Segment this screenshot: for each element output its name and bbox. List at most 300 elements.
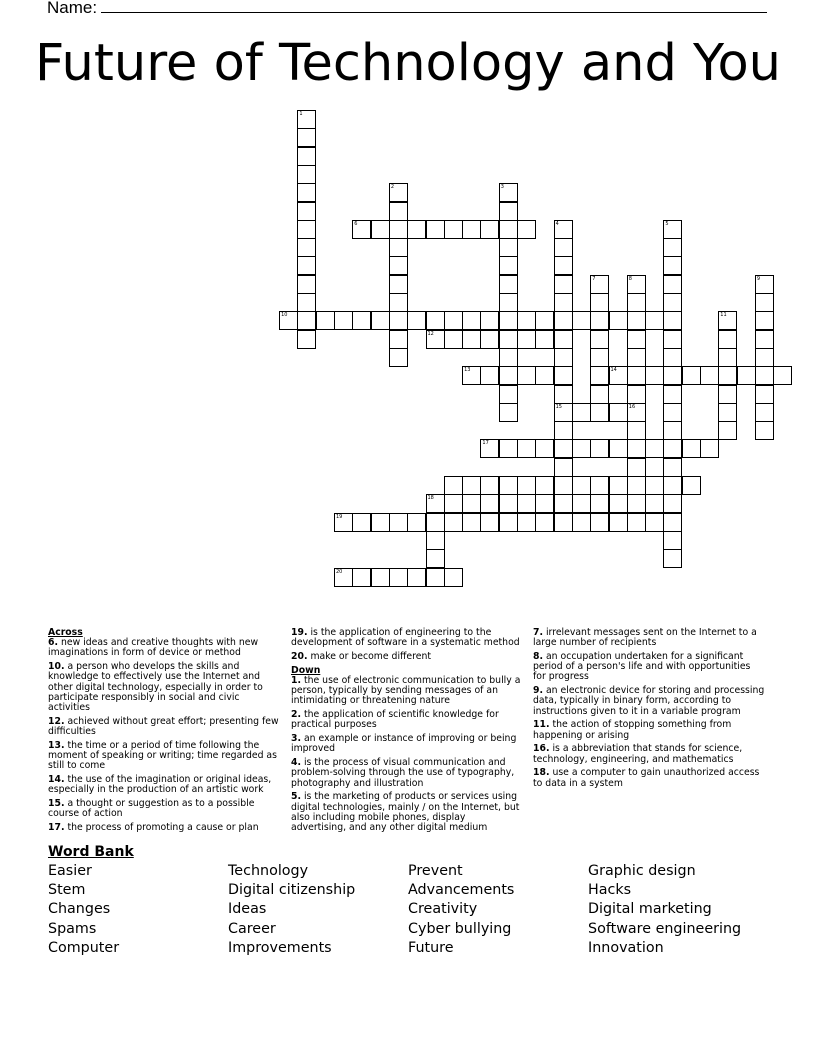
crossword-cell[interactable] (535, 513, 554, 532)
crossword-cell[interactable] (627, 458, 646, 477)
clue-item (48, 662, 280, 713)
crossword-cell[interactable] (755, 421, 774, 440)
crossword-cell[interactable] (554, 311, 573, 330)
clue-item-number: 2. (291, 709, 302, 721)
crossword-cell[interactable] (663, 513, 682, 532)
crossword-cell[interactable] (371, 220, 390, 239)
crossword-cell[interactable] (718, 348, 737, 367)
crossword-cell[interactable] (444, 513, 463, 532)
crossword-cell[interactable] (444, 494, 463, 513)
crossword-cell[interactable] (297, 147, 316, 166)
crossword-cell[interactable] (590, 476, 609, 495)
clue-item-number: 6. (48, 637, 59, 649)
crossword-cell[interactable] (718, 421, 737, 440)
crossword-cell[interactable] (535, 476, 554, 495)
crossword-cell[interactable] (352, 311, 371, 330)
crossword-cell[interactable] (297, 202, 316, 221)
crossword-cell[interactable] (517, 366, 536, 385)
crossword-cell[interactable] (462, 494, 481, 513)
crossword-cell[interactable] (499, 311, 518, 330)
crossword-cell[interactable] (426, 568, 445, 587)
word-bank-column-4 (588, 862, 741, 958)
word-bank-word: Digital citizenship (228, 882, 356, 899)
crossword-cell[interactable] (480, 330, 499, 349)
clue-item-number: 8. (533, 651, 544, 662)
crossword-cell[interactable] (627, 366, 646, 385)
clue-item (291, 758, 523, 789)
crossword-cell[interactable] (297, 183, 316, 202)
word-bank-title: Word Bank (48, 844, 134, 860)
crossword-cell[interactable] (371, 513, 390, 532)
crossword-cell[interactable] (499, 494, 518, 513)
clue-item-text: the use of electronic communication to bully a person, typically by sending messages of an intimidating or threatening nature (291, 675, 521, 707)
crossword-cell[interactable] (499, 385, 518, 404)
crossword-cell[interactable] (590, 366, 609, 385)
clue-item (291, 792, 523, 833)
crossword-cell[interactable] (554, 494, 573, 513)
clue-item (48, 717, 280, 737)
word-bank-word: Easier (48, 863, 92, 879)
clue-item-number: 13. (48, 739, 65, 751)
clue-number-4: 4 (555, 220, 559, 227)
crossword-cell[interactable] (554, 330, 573, 349)
crossword-cell[interactable] (627, 421, 646, 440)
down-clue-list-continued (533, 628, 765, 789)
crossword-cell[interactable] (499, 275, 518, 294)
crossword-cell[interactable] (663, 403, 682, 422)
crossword-cell[interactable] (609, 439, 628, 458)
crossword-cell[interactable] (590, 311, 609, 330)
word-bank-word: Changes (48, 901, 111, 918)
crossword-cell[interactable] (426, 220, 445, 239)
clue-item-text: a thought or suggestion as to a possible course of action (48, 798, 255, 820)
crossword-cell[interactable] (645, 366, 664, 385)
word-bank-word: Ideas (228, 901, 267, 918)
crossword-cell[interactable] (663, 531, 682, 550)
clue-item (291, 676, 523, 707)
crossword-cell[interactable] (444, 568, 463, 587)
clue-item (533, 720, 765, 740)
word-bank-word: Digital marketing (588, 901, 712, 918)
word-bank-word: Software engineering (588, 920, 742, 937)
crossword-cell[interactable] (426, 311, 445, 330)
clue-number-18: 18 (427, 495, 434, 502)
crossword-cell[interactable] (755, 385, 774, 404)
across-clue-list (48, 638, 280, 833)
crossword-cell[interactable] (517, 439, 536, 458)
crossword-cell[interactable] (462, 330, 481, 349)
crossword-cell[interactable] (444, 311, 463, 330)
crossword-cell[interactable] (609, 311, 628, 330)
crossword-cell[interactable] (480, 494, 499, 513)
crossword-cell[interactable] (554, 421, 573, 440)
clue-item-number: 10. (48, 661, 65, 673)
crossword-cell[interactable] (663, 256, 682, 275)
clue-item-number: 5. (291, 791, 302, 803)
clue-item-text: is the process of visual communication and problem-solving through the use of typography, photography and illustration (291, 757, 515, 789)
word-bank-word: Career (228, 920, 276, 937)
clue-item (48, 775, 280, 795)
crossword-cell[interactable] (773, 366, 792, 385)
crossword-cell[interactable] (645, 439, 664, 458)
crossword-cell[interactable] (718, 385, 737, 404)
clue-number-5: 5 (665, 220, 669, 227)
crossword-cell[interactable] (316, 311, 335, 330)
clue-item-number: 3. (291, 733, 302, 745)
crossword-cell[interactable] (554, 439, 573, 458)
crossword-cell[interactable] (645, 513, 664, 532)
crossword-cell[interactable] (517, 330, 536, 349)
crossword-cell[interactable] (572, 439, 591, 458)
crossword-cell[interactable] (426, 513, 445, 532)
crossword-cell[interactable] (535, 439, 554, 458)
crossword-cell[interactable] (517, 220, 536, 239)
crossword-cell[interactable] (499, 348, 518, 367)
crossword-cell[interactable] (444, 330, 463, 349)
crossword-cell[interactable] (389, 311, 408, 330)
word-bank-column-2 (228, 862, 355, 958)
clue-number-10: 10 (281, 312, 288, 319)
crossword-cell[interactable] (389, 275, 408, 294)
clues-column-3 (533, 628, 765, 792)
word-bank-word: Graphic design (588, 863, 696, 879)
crossword-cell[interactable] (535, 366, 554, 385)
crossword-cell[interactable] (590, 403, 609, 422)
crossword-cell[interactable] (517, 311, 536, 330)
crossword-cell[interactable] (572, 494, 591, 513)
crossword-cell[interactable] (663, 348, 682, 367)
clues-column-1 (48, 628, 280, 837)
crossword-cell[interactable] (645, 311, 664, 330)
clue-item-text: an electronic device for storing and processing data, typically in binary form, according to instructions given to it in a variable program (533, 685, 765, 717)
crossword-cell[interactable] (755, 348, 774, 367)
crossword-cell[interactable] (755, 311, 774, 330)
crossword-cell[interactable] (590, 348, 609, 367)
clue-item-number: 20. (291, 651, 308, 662)
word-bank-word: Improvements (228, 939, 332, 956)
clue-item-text: irrelevant messages sent on the Internet to a large number of recipients (533, 627, 757, 649)
clue-item (533, 744, 765, 764)
crossword-cell[interactable] (590, 330, 609, 349)
crossword-cell[interactable] (462, 513, 481, 532)
crossword-cell[interactable] (297, 330, 316, 349)
crossword-cell[interactable] (627, 311, 646, 330)
clue-item-number: 18. (533, 767, 550, 779)
clue-item (291, 652, 523, 662)
crossword-cell[interactable] (609, 403, 628, 422)
crossword-cell[interactable] (499, 256, 518, 275)
crossword-cell[interactable] (297, 238, 316, 257)
crossword-cell[interactable] (499, 238, 518, 257)
crossword-cell[interactable] (517, 476, 536, 495)
crossword-cell[interactable] (663, 311, 682, 330)
crossword-cell[interactable] (663, 238, 682, 257)
crossword-cell[interactable] (682, 439, 701, 458)
crossword-cell[interactable] (554, 275, 573, 294)
clues-column-2 (291, 628, 523, 837)
clue-item (291, 710, 523, 730)
word-bank-word: Innovation (588, 939, 664, 956)
crossword-cell[interactable] (590, 494, 609, 513)
word-bank-column-3 (408, 862, 514, 958)
crossword-cell[interactable] (389, 202, 408, 221)
crossword-cell[interactable] (627, 476, 646, 495)
clue-item (48, 638, 280, 658)
crossword-cell[interactable] (480, 476, 499, 495)
word-bank-column-1 (48, 862, 119, 958)
crossword-cell[interactable] (444, 220, 463, 239)
crossword-cell[interactable] (407, 513, 426, 532)
clue-item-number: 9. (533, 685, 544, 697)
crossword-cell[interactable] (426, 549, 445, 568)
crossword-cell[interactable] (627, 348, 646, 367)
clue-item (48, 741, 280, 772)
crossword-cell[interactable] (462, 311, 481, 330)
clue-number-11: 11 (720, 312, 727, 319)
clue-item-text: the application of scientific knowledge for practical purposes (291, 709, 499, 731)
clue-item-number: 7. (533, 627, 544, 638)
clue-item-text: the process of promoting a cause or plan (64, 822, 259, 834)
crossword-cell[interactable] (590, 293, 609, 312)
crossword-cell[interactable] (535, 330, 554, 349)
clue-item-text: is the marketing of products or services using digital technologies, mainly / on the Internet, but also including mobile phones, display advertising, and any other digital medium (291, 791, 520, 834)
clue-item-text: an occupation undertaken for a significant period of a person's life and with opportunities for progress (533, 651, 751, 683)
crossword-cell[interactable] (554, 238, 573, 257)
crossword-cell[interactable] (645, 494, 664, 513)
crossword-cell[interactable] (755, 366, 774, 385)
crossword-cell[interactable] (462, 476, 481, 495)
crossword-cell[interactable] (663, 476, 682, 495)
crossword-cell[interactable] (572, 476, 591, 495)
clue-number-12: 12 (427, 330, 434, 337)
crossword-cell[interactable] (297, 165, 316, 184)
clue-item (533, 768, 765, 788)
clue-item-number: 17. (48, 822, 65, 834)
crossword-cell[interactable] (389, 348, 408, 367)
clue-item-text: new ideas and creative thoughts with new imaginations in form of device or method (48, 637, 259, 659)
clue-number-15: 15 (555, 403, 562, 410)
clue-number-20: 20 (336, 568, 343, 575)
crossword-cell[interactable] (700, 366, 719, 385)
crossword-cell[interactable] (755, 293, 774, 312)
crossword-cell[interactable] (554, 348, 573, 367)
crossword-cell[interactable] (755, 330, 774, 349)
crossword-cell[interactable] (663, 421, 682, 440)
clue-number-7: 7 (592, 275, 596, 282)
crossword-cell[interactable] (499, 202, 518, 221)
crossword-cell[interactable] (499, 513, 518, 532)
crossword-cell[interactable] (627, 385, 646, 404)
crossword-cell[interactable] (627, 330, 646, 349)
crossword-cell[interactable] (297, 311, 316, 330)
clue-item-text: an example or instance of improving or being improved (291, 733, 517, 755)
crossword-cell[interactable] (572, 311, 591, 330)
clue-item-number: 11. (533, 719, 550, 731)
clue-item-number: 1. (291, 675, 302, 686)
crossword-cell[interactable] (554, 366, 573, 385)
clue-item-number: 15. (48, 798, 65, 810)
crossword-cell[interactable] (371, 311, 390, 330)
clue-number-8: 8 (628, 275, 632, 282)
across-heading: Across (48, 627, 83, 638)
crossword-cell[interactable] (352, 513, 371, 532)
crossword-cell[interactable] (663, 494, 682, 513)
crossword-cell[interactable] (645, 476, 664, 495)
crossword-cell[interactable] (407, 220, 426, 239)
word-bank-word: Stem (48, 882, 86, 899)
crossword-cell[interactable] (352, 568, 371, 587)
clue-item-text: a person who develops the skills and knowledge to effectively use the Internet and other digital technology, especially in order to participate responsibly in social and civic activities (48, 661, 263, 714)
crossword-cell[interactable] (480, 366, 499, 385)
word-bank-word: Prevent (408, 863, 463, 879)
crossword-cell[interactable] (627, 293, 646, 312)
crossword-cell[interactable] (554, 458, 573, 477)
crossword-cell[interactable] (297, 275, 316, 294)
crossword-cell[interactable] (426, 531, 445, 550)
crossword-cell[interactable] (499, 439, 518, 458)
down-heading: Down (291, 664, 321, 676)
crossword-cell[interactable] (517, 513, 536, 532)
word-bank-word: Creativity (408, 901, 478, 918)
crossword-cell[interactable] (572, 513, 591, 532)
crossword-cell[interactable] (682, 476, 701, 495)
crossword-cell[interactable] (297, 220, 316, 239)
crossword-cell[interactable] (480, 220, 499, 239)
crossword-cell[interactable] (499, 476, 518, 495)
clue-item (48, 823, 280, 833)
clue-item (291, 628, 523, 648)
crossword-cell[interactable] (499, 330, 518, 349)
crossword-cell[interactable] (554, 256, 573, 275)
clue-number-16: 16 (628, 403, 636, 410)
clue-item-text: achieved without great effort; presenting few difficulties (48, 715, 279, 738)
clue-item-text: the use of the imagination or original ideas, especially in the production of an artistic work (48, 774, 272, 796)
clue-number-1: 1 (299, 111, 303, 117)
crossword-cell[interactable] (297, 256, 316, 275)
crossword-cell[interactable] (389, 513, 408, 532)
clue-item (533, 652, 765, 683)
clue-item-number: 19. (291, 627, 308, 638)
clue-number-3: 3 (500, 184, 504, 191)
clue-item (48, 799, 280, 819)
puzzle-title: Future of Technology and You (35, 34, 781, 93)
clue-item (291, 734, 523, 754)
crossword-cell[interactable] (535, 311, 554, 330)
crossword-cell[interactable] (407, 568, 426, 587)
crossword-cell[interactable] (499, 293, 518, 312)
clue-item-number: 12. (48, 715, 65, 727)
crossword-cell[interactable] (755, 403, 774, 422)
crossword-cell[interactable] (499, 220, 518, 239)
clue-number-6: 6 (354, 220, 358, 227)
crossword-cell[interactable] (480, 311, 499, 330)
crossword-cell[interactable] (334, 311, 353, 330)
crossword-cell[interactable] (297, 293, 316, 312)
crossword-cell[interactable] (663, 439, 682, 458)
crossword-cell[interactable] (609, 494, 628, 513)
crossword-cell[interactable] (737, 366, 756, 385)
crossword-cell[interactable] (389, 330, 408, 349)
clue-item (533, 628, 765, 648)
crossword-cell[interactable] (627, 513, 646, 532)
crossword-cell[interactable] (718, 403, 737, 422)
crossword-cell[interactable] (663, 275, 682, 294)
crossword-cell[interactable] (663, 385, 682, 404)
crossword-cell[interactable] (389, 220, 408, 239)
crossword-cell[interactable] (663, 330, 682, 349)
crossword-cell[interactable] (663, 366, 682, 385)
word-bank-word: Technology (228, 863, 309, 879)
crossword-cell[interactable] (609, 476, 628, 495)
clue-item-text: use a computer to gain unauthorized access to data in a system (533, 767, 760, 789)
clue-number-19: 19 (336, 513, 343, 520)
clue-number-9: 9 (756, 275, 761, 282)
crossword-cell[interactable] (389, 256, 408, 275)
word-bank-word: Cyber bullying (408, 920, 512, 937)
crossword-cell[interactable] (554, 476, 573, 495)
word-bank-word: Advancements (408, 882, 515, 899)
clue-number-2: 2 (390, 184, 395, 191)
crossword-cell[interactable] (535, 494, 554, 513)
crossword-cell[interactable] (444, 476, 463, 495)
crossword-cell[interactable] (554, 293, 573, 312)
word-bank-word: Hacks (588, 882, 632, 899)
crossword-cell[interactable] (499, 403, 518, 422)
crossword-cell[interactable] (590, 513, 609, 532)
clue-item-text: is the application of engineering to the development of software in a systematic method (291, 627, 520, 649)
crossword-cell[interactable] (389, 293, 408, 312)
clue-item-text: the time or a period of time following the moment of speaking or writing; time regarded as still to come (48, 739, 277, 772)
crossword-cell[interactable] (407, 311, 426, 330)
crossword-cell[interactable] (480, 513, 499, 532)
down-clue-list (291, 676, 523, 833)
name-label: Name: (47, 0, 98, 17)
clue-number-14: 14 (610, 367, 617, 374)
crossword-cell[interactable] (572, 403, 591, 422)
crossword-cell[interactable] (297, 128, 316, 147)
crossword-cell[interactable] (517, 494, 536, 513)
crossword-cell[interactable] (499, 366, 518, 385)
crossword-cell[interactable] (682, 366, 701, 385)
crossword-cell[interactable] (554, 513, 573, 532)
crossword-cell[interactable] (590, 385, 609, 404)
crossword-cell[interactable] (389, 238, 408, 257)
word-bank-word: Spams (48, 920, 97, 937)
clue-item (533, 686, 765, 717)
crossword-cell[interactable] (663, 293, 682, 312)
word-bank-word: Computer (48, 939, 120, 956)
crossword-cell[interactable] (371, 568, 390, 587)
crossword-cell[interactable] (554, 385, 573, 404)
crossword-cell[interactable] (663, 549, 682, 568)
clue-number-13: 13 (464, 367, 471, 374)
crossword-cell[interactable] (700, 439, 719, 458)
clue-item-text: is a abbreviation that stands for science, technology, engineering, and mathematics (533, 743, 743, 765)
crossword-cell[interactable] (462, 220, 481, 239)
crossword-cell[interactable] (627, 494, 646, 513)
crossword-cell[interactable] (609, 513, 628, 532)
across-clue-list-continued (291, 628, 523, 662)
crossword-cell[interactable] (718, 330, 737, 349)
clue-item-number: 16. (533, 743, 550, 755)
crossword-cell[interactable] (627, 439, 646, 458)
clue-item-text: the action of stopping something from happening or arising (533, 719, 732, 741)
crossword-cell[interactable] (590, 439, 609, 458)
crossword-cell[interactable] (718, 366, 737, 385)
crossword-cell[interactable] (389, 568, 408, 587)
word-bank-word: Future (408, 939, 454, 956)
crossword-cell[interactable] (663, 458, 682, 477)
